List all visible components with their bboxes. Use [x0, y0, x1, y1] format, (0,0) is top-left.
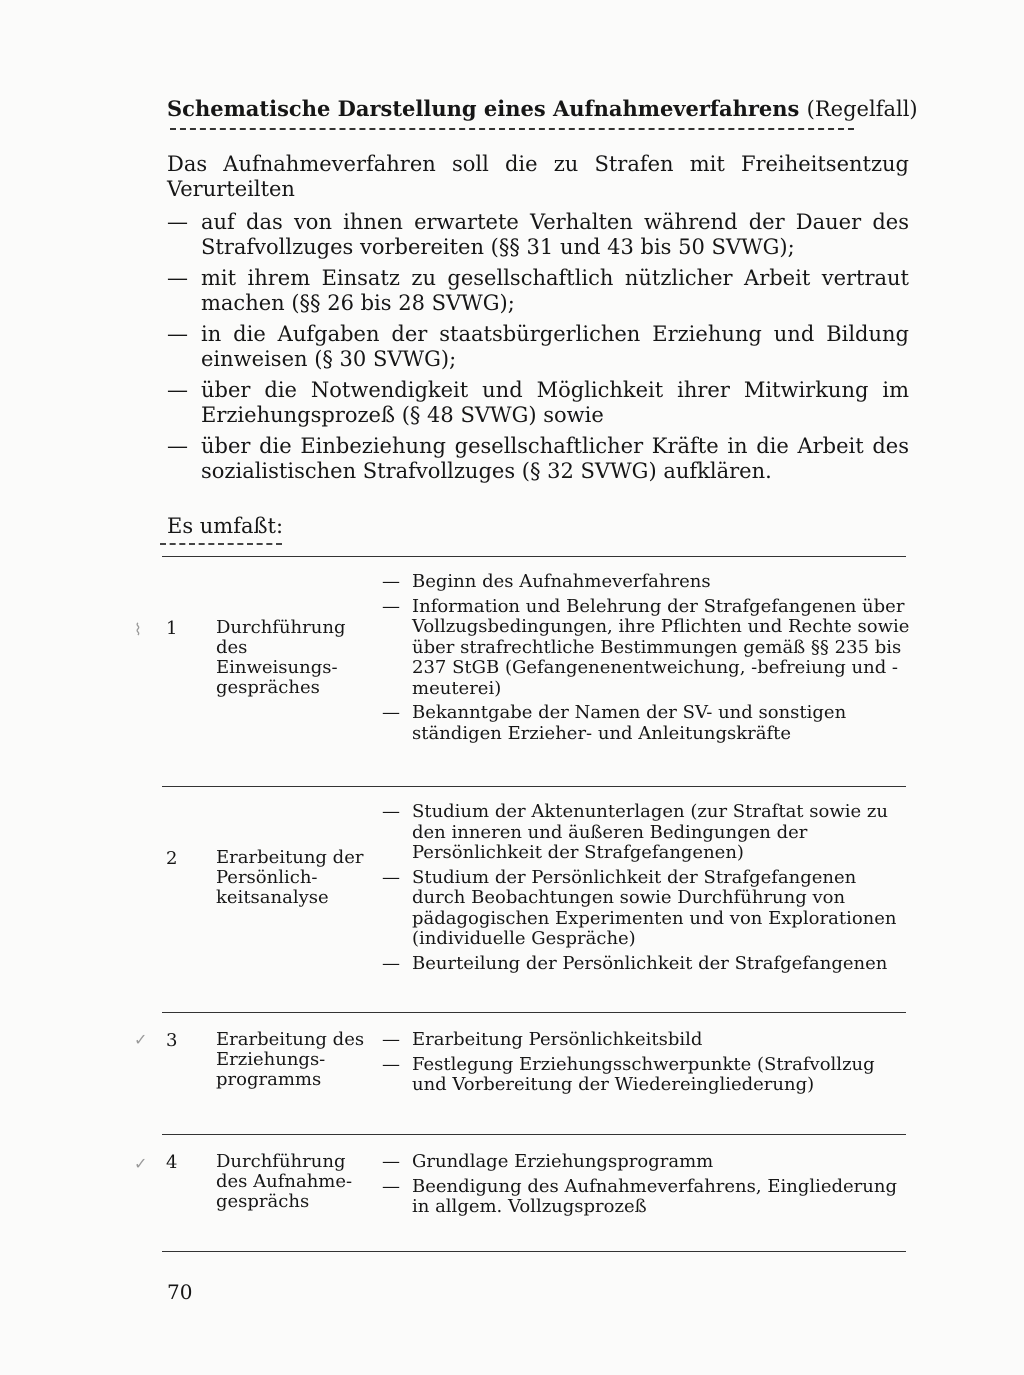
title-underline	[170, 128, 854, 130]
step-items	[382, 802, 912, 978]
table-rule	[162, 1012, 906, 1013]
list-item-text: über die Einbeziehung gesellschaftlicher Kräfte in die Arbeit des sozialistischen Strafvollzuges (§ 32 SVWG) aufklären.	[201, 434, 909, 483]
title-bold: Schematische Darstellung eines Aufnahmeverfahrens	[167, 96, 800, 121]
list-item-text: Beginn des Aufnahmeverfahrens	[412, 571, 711, 592]
list-item	[167, 378, 909, 428]
page-number: 70	[167, 1280, 193, 1304]
list-item	[167, 434, 909, 484]
table-rule	[162, 786, 906, 787]
step-title: Durchführung des Aufnahme- gesprächs	[216, 1151, 353, 1212]
dash-marker: —	[382, 702, 400, 723]
step-number: 2	[166, 848, 178, 869]
list-item-text: Erarbeitung Persönlichkeitsbild	[412, 1029, 703, 1050]
step-number: 4	[166, 1152, 178, 1173]
dash-marker: —	[382, 801, 400, 822]
page-title	[167, 96, 918, 121]
table-rule	[162, 1251, 906, 1252]
list-item	[382, 703, 912, 744]
step-title: Durchführung des Einweisungs- gespräches	[216, 617, 346, 698]
dash-marker: —	[382, 1029, 400, 1050]
intro-paragraph: Das Aufnahmeverfahren soll die zu Strafen mit Freiheitsentzug Verurteilten	[167, 152, 909, 201]
margin-mark: ⌇	[134, 620, 142, 639]
list-item	[167, 266, 909, 316]
list-item	[167, 322, 909, 372]
step-items	[382, 1152, 912, 1222]
list-item	[382, 1177, 912, 1218]
dash-marker: —	[167, 434, 188, 458]
dash-marker: —	[382, 866, 400, 888]
dash-marker: —	[382, 1053, 400, 1075]
list-item-text: Studium der Aktenunterlagen (zur Straftat sowie zu den inneren und äußeren Bedingungen der Persönlichkeit der Strafgefangenen)	[412, 801, 888, 863]
list-item	[382, 1055, 912, 1096]
dash-marker: —	[167, 378, 188, 402]
margin-mark: ✓	[134, 1030, 148, 1049]
list-item-text: Beurteilung der Persönlichkeit der Strafgefangenen	[412, 952, 888, 974]
dash-marker: —	[167, 210, 188, 234]
step-title: Erarbeitung des Erziehungs- programms	[216, 1029, 365, 1090]
list-item-text: Information und Belehrung der Strafgefangenen über Vollzugsbedingungen, ihre Pflichten und Rechte sowie über strafrechtliche Bestimmungen gemäß §§ 235 bis 237 StGB (Gefangenenentweichung, -befreiung und -meuterei)	[412, 595, 910, 699]
step-items	[382, 1030, 912, 1100]
step-items	[382, 572, 912, 748]
list-item-text: Festlegung Erziehungsschwerpunkte (Strafvollzug und Vorbereitung der Wiedereingliederung)	[412, 1053, 875, 1095]
dash-marker: —	[382, 1151, 400, 1172]
scope-label: Es umfaßt:	[167, 514, 284, 538]
title-suffix: (Regelfall)	[806, 97, 918, 121]
scope-underline	[160, 543, 282, 545]
list-item	[382, 1030, 912, 1051]
list-item	[382, 597, 912, 700]
list-item-text: Bekanntgabe der Namen der SV- und sonstigen ständigen Erzieher- und Anleitungskräfte	[412, 702, 847, 744]
list-item-text: auf das von ihnen erwartete Verhalten während der Dauer des Strafvollzuges vorbereiten (§§ 31 und 43 bis 50 SVWG);	[201, 210, 909, 259]
list-item	[382, 868, 912, 950]
dash-marker: —	[382, 1175, 400, 1197]
dash-marker: —	[382, 571, 400, 592]
list-item	[382, 954, 912, 975]
table-rule	[162, 556, 906, 557]
list-item-text: Grundlage Erziehungsprogramm	[412, 1151, 714, 1172]
list-item-text: Studium der Persönlichkeit der Strafgefangenen durch Beobachtungen sowie Durchführung von pädagogischen Experimenten und von Explorationen (individuelle Gespräche)	[412, 866, 897, 949]
list-item-text: mit ihrem Einsatz zu gesellschaftlich nützlicher Arbeit vertraut machen (§§ 26 bis 28 SVWG);	[201, 266, 909, 315]
list-item	[382, 1152, 912, 1173]
step-title: Erarbeitung der Persönlich- keitsanalyse	[216, 847, 364, 908]
margin-mark: ✓	[134, 1154, 148, 1173]
list-item	[382, 802, 912, 864]
step-number: 1	[166, 618, 178, 639]
table-rule	[162, 1134, 906, 1135]
dash-marker: —	[382, 952, 400, 974]
dash-marker: —	[167, 266, 188, 290]
list-item-text: Beendigung des Aufnahmeverfahrens, Eingliederung in allgem. Vollzugsprozeß	[412, 1175, 897, 1217]
list-item-text: über die Notwendigkeit und Möglichkeit ihrer Mitwirkung im Erziehungsprozeß (§ 48 SVWG) sowie	[201, 378, 909, 427]
purpose-list	[167, 210, 909, 490]
list-item-text: in die Aufgaben der staatsbürgerlichen Erziehung und Bildung einweisen (§ 30 SVWG);	[201, 322, 909, 371]
list-item	[382, 572, 912, 593]
step-number: 3	[166, 1030, 178, 1051]
dash-marker: —	[382, 595, 400, 617]
dash-marker: —	[167, 322, 188, 346]
list-item	[167, 210, 909, 260]
